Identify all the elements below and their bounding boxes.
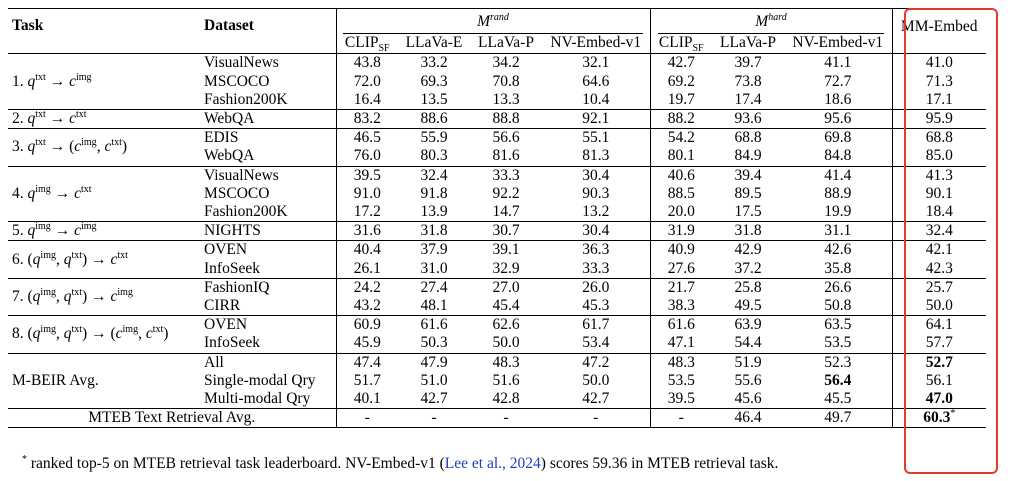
score-cell: 54.2 (650, 129, 712, 148)
score-cell: 49.7 (784, 409, 892, 428)
header-dataset: Dataset (200, 9, 336, 54)
score-cell: 48.3 (650, 353, 712, 372)
score-cell: 64.6 (582, 72, 610, 90)
header-nv-embed-rand: NV-Embed-v1 (550, 34, 642, 52)
score-cell: 27.0 (470, 278, 542, 297)
score-cell: 32.4 (398, 166, 470, 185)
score-cell: 47.4 (336, 353, 398, 372)
score-cell: 30.7 (470, 222, 542, 241)
score-cell: 51.7 (336, 372, 398, 390)
header-clip-rand: $CLIP_{SF}$ (336, 34, 398, 54)
task-label: 2. $q^{txt} \to c^{txt}$ (8, 110, 200, 129)
score-cell: 42.3 (892, 260, 986, 279)
score-cell: 73.8 (734, 72, 762, 90)
header-m-hard: $M^{hard}$ (650, 9, 892, 35)
score-cell: 32.4 (892, 222, 986, 241)
score-cell: 81.6 (492, 147, 520, 165)
score-cell: 25.8 (712, 278, 784, 297)
dataset-name: EDIS (200, 129, 336, 148)
score-cell: 42.1 (892, 241, 986, 260)
score-cell: 56.4 (824, 371, 852, 389)
task-label: 1. $q^{txt} \to c^{img}$ (8, 54, 200, 110)
score-cell: 69.3 (420, 72, 448, 90)
avg-label: M-BEIR Avg. (8, 353, 200, 409)
score-cell: 81.3 (582, 147, 610, 165)
score-cell: 51.6 (492, 371, 520, 389)
footnote: * ranked top-5 on MTEB retrieval task leaderboard. NV-Embed-v1 (Lee et al., 2024) scores 59.36 in MTEB retrieval task. (22, 453, 779, 472)
score-cell: 24.2 (336, 278, 398, 297)
dataset-name: InfoSeek (204, 334, 260, 352)
dataset-name: WebQA (200, 110, 336, 129)
results-body (8, 54, 986, 428)
dataset-name: Fashion200K (204, 90, 288, 108)
score-cell: 50.0 (582, 371, 610, 389)
score-cell: 60.3* (892, 409, 986, 428)
score-cell: 47.0 (892, 390, 986, 409)
score-cell: 27.4 (398, 278, 470, 297)
score-cell: 33.2 (398, 54, 470, 73)
score-cell: 56.1 (892, 372, 986, 390)
score-cell: 52.3 (784, 353, 892, 372)
dataset-name: Multi-modal Qry (204, 390, 311, 408)
score-cell: 35.8 (824, 259, 852, 277)
dataset-name: All (200, 353, 336, 372)
score-cell: 47.9 (398, 353, 470, 372)
table-row (8, 316, 986, 335)
score-cell: 18.6 (824, 90, 852, 108)
header-nv-embed-hard: NV-Embed-v1 (792, 34, 884, 52)
results-table (8, 8, 986, 428)
score-cell: 39.5 (336, 166, 398, 185)
score-cell: 85.0 (892, 147, 986, 166)
score-cell: 54.4 (734, 334, 762, 352)
score-cell: 55.1 (542, 129, 650, 148)
score-cell: 61.6 (398, 316, 470, 335)
score-cell: 41.0 (892, 54, 986, 73)
score-cell: 39.1 (470, 241, 542, 260)
score-cell: 43.8 (336, 54, 398, 73)
score-cell: 16.4 (336, 91, 398, 110)
score-cell: 30.4 (542, 222, 650, 241)
score-cell: 39.7 (712, 54, 784, 73)
score-cell: 47.2 (542, 353, 650, 372)
score-cell: 84.9 (734, 147, 762, 165)
dataset-name: MSCOCO (204, 184, 270, 202)
task-label: 3. $q^{txt} \to (c^{img}$, $c^{txt}$) (8, 129, 200, 166)
score-cell: 42.6 (784, 241, 892, 260)
score-cell: 17.4 (734, 90, 762, 108)
score-cell: 40.6 (650, 166, 712, 185)
table-row (8, 409, 986, 428)
score-cell: 27.6 (650, 260, 712, 279)
score-cell: 91.0 (336, 185, 398, 203)
score-cell: 10.4 (582, 90, 610, 108)
score-cell: 90.3 (582, 184, 610, 202)
score-cell: 36.3 (542, 241, 650, 260)
score-cell: 88.6 (398, 110, 470, 129)
score-cell: 61.7 (542, 316, 650, 335)
score-cell: 57.7 (892, 334, 986, 353)
score-cell: 48.1 (420, 297, 448, 315)
score-cell: 69.2 (650, 73, 712, 91)
score-cell: 88.2 (650, 110, 712, 129)
score-cell: 46.4 (712, 409, 784, 428)
score-cell: 43.2 (336, 297, 398, 316)
score-cell: 51.9 (712, 353, 784, 372)
score-cell: 53.4 (582, 334, 610, 352)
score-cell: 89.5 (734, 184, 762, 202)
score-cell: - (650, 409, 712, 428)
score-cell: 88.8 (470, 110, 542, 129)
dataset-name: FashionIQ (200, 278, 336, 297)
mteb-label: MTEB Text Retrieval Avg. (8, 409, 336, 428)
score-cell: 45.5 (824, 390, 852, 408)
score-cell: 76.0 (336, 147, 398, 166)
score-cell: 53.5 (824, 334, 852, 352)
score-cell: 39.5 (650, 390, 712, 409)
dataset-name: Fashion200K (204, 203, 288, 221)
dataset-name: MSCOCO (204, 72, 270, 90)
score-cell: 18.4 (892, 203, 986, 222)
score-cell: 31.8 (398, 222, 470, 241)
score-cell: 64.1 (892, 316, 986, 335)
score-cell: 95.9 (892, 110, 986, 129)
score-cell: 84.8 (824, 147, 852, 165)
score-cell: 69.8 (784, 129, 892, 148)
score-cell: 63.5 (784, 316, 892, 335)
score-cell: 93.6 (712, 110, 784, 129)
score-cell: 42.7 (582, 390, 610, 408)
score-cell: 38.3 (650, 297, 712, 316)
task-label: 8. ($q^{img}$, $q^{txt}) \to (c^{img}$, $c^{txt}$) (8, 316, 200, 353)
score-cell: 92.1 (542, 110, 650, 129)
score-cell: 61.6 (650, 316, 712, 335)
score-cell: 40.9 (650, 241, 712, 260)
score-cell: 80.1 (650, 147, 712, 166)
score-cell: 40.4 (336, 241, 398, 260)
score-cell: 31.0 (420, 259, 448, 277)
score-cell: 83.2 (336, 110, 398, 129)
score-cell: 51.0 (420, 371, 448, 389)
score-cell: 32.9 (492, 259, 520, 277)
score-cell: 13.5 (420, 90, 448, 108)
dataset-name: VisualNews (200, 166, 336, 185)
score-cell: 68.8 (712, 129, 784, 148)
dataset-name: Single-modal Qry (204, 371, 316, 389)
score-cell: 34.2 (470, 54, 542, 73)
score-cell: 80.3 (420, 147, 448, 165)
score-cell: 30.4 (542, 166, 650, 185)
citation-link[interactable]: Lee et al., 2024 (444, 455, 541, 472)
score-cell: 20.0 (650, 203, 712, 222)
score-cell: 50.3 (420, 334, 448, 352)
score-cell: 41.1 (784, 54, 892, 73)
header-task: Task (8, 9, 200, 54)
score-cell: 88.9 (824, 184, 852, 202)
score-cell: 92.2 (492, 184, 520, 202)
header-llava-p-hard: LLaVa-P (720, 34, 776, 52)
score-cell: 88.5 (650, 185, 712, 203)
score-cell: 14.7 (492, 203, 520, 221)
score-cell: 31.8 (712, 222, 784, 241)
score-cell: 40.1 (336, 390, 398, 409)
score-cell: 71.3 (892, 73, 986, 91)
score-cell: 37.9 (398, 241, 470, 260)
score-cell: 26.6 (784, 278, 892, 297)
score-cell: 62.6 (470, 316, 542, 335)
score-cell: 42.8 (492, 390, 520, 408)
dataset-name: NIGHTS (200, 222, 336, 241)
score-cell: 19.7 (650, 91, 712, 110)
score-cell: 31.9 (650, 222, 712, 241)
score-cell: 33.3 (470, 166, 542, 185)
score-cell: 42.7 (650, 54, 712, 73)
score-cell: 21.7 (650, 278, 712, 297)
task-label: 5. $q^{img} \to c^{img}$ (8, 222, 200, 241)
table-row (8, 166, 986, 185)
score-cell: 91.8 (420, 184, 448, 202)
score-cell: 50.0 (492, 334, 520, 352)
score-cell: - (470, 409, 542, 428)
score-cell: 45.6 (734, 390, 762, 408)
score-cell: 52.7 (892, 353, 986, 372)
score-cell: 63.9 (712, 316, 784, 335)
table-row (8, 222, 986, 241)
score-cell: 33.3 (582, 259, 610, 277)
score-cell: 53.5 (650, 372, 712, 390)
score-cell: 60.9 (336, 316, 398, 335)
score-cell: 13.3 (492, 90, 520, 108)
score-cell: 95.6 (784, 110, 892, 129)
score-cell: 47.1 (650, 334, 712, 353)
score-cell: - (398, 409, 470, 428)
score-cell: 48.3 (470, 353, 542, 372)
score-cell: 46.5 (336, 129, 398, 148)
score-cell: 50.0 (892, 297, 986, 316)
task-label: 4. $q^{img} \to c^{txt}$ (8, 166, 200, 222)
header-clip-hard: $CLIP_{SF}$ (650, 34, 712, 54)
table-row (8, 129, 986, 148)
score-cell: 17.2 (336, 203, 398, 222)
dataset-name: OVEN (200, 316, 336, 335)
header-m-rand: $M^{rand}$ (336, 9, 650, 35)
score-cell: 72.7 (824, 72, 852, 90)
score-cell: 55.9 (398, 129, 470, 148)
score-cell: 49.5 (734, 297, 762, 315)
score-cell: - (542, 409, 650, 428)
score-cell: 55.6 (734, 371, 762, 389)
score-cell: 45.4 (492, 297, 520, 315)
score-cell: 56.6 (470, 129, 542, 148)
task-label: 6. ($q^{img}$, $q^{txt}) \to c^{txt}$ (8, 241, 200, 278)
table-row (8, 241, 986, 260)
dataset-name: OVEN (200, 241, 336, 260)
score-cell: 90.1 (892, 185, 986, 203)
score-cell: 68.8 (892, 129, 986, 148)
score-cell: 41.3 (892, 166, 986, 185)
score-cell: 42.7 (420, 390, 448, 408)
dataset-name: VisualNews (200, 54, 336, 73)
table-row (8, 278, 986, 297)
dataset-name: WebQA (204, 147, 255, 165)
dataset-name: CIRR (204, 297, 241, 315)
header-mm-embed: MM-Embed (892, 9, 986, 54)
score-cell: 26.0 (542, 278, 650, 297)
header-llava-p-rand: LLaVa-P (478, 34, 534, 52)
score-cell: 37.2 (734, 259, 762, 277)
task-label: 7. ($q^{img}$, $q^{txt}) \to c^{img}$ (8, 278, 200, 315)
score-cell: 41.4 (784, 166, 892, 185)
score-cell: 45.3 (582, 297, 610, 315)
score-cell: 13.2 (582, 203, 610, 221)
score-cell: 19.9 (824, 203, 852, 221)
score-cell: 17.5 (734, 203, 762, 221)
header-llava-e: LLaVa-E (405, 34, 463, 52)
score-cell: 50.8 (824, 297, 852, 315)
score-cell: 32.1 (542, 54, 650, 73)
score-cell: 17.1 (892, 91, 986, 110)
score-cell: 31.1 (784, 222, 892, 241)
score-cell: 72.0 (336, 73, 398, 91)
score-cell: 25.7 (892, 278, 986, 297)
table-row (8, 54, 986, 73)
score-cell: 45.9 (336, 334, 398, 353)
score-cell: 42.9 (712, 241, 784, 260)
score-cell: - (336, 409, 398, 428)
table-row (8, 353, 986, 372)
score-cell: 31.6 (336, 222, 398, 241)
table-row (8, 110, 986, 129)
score-cell: 70.8 (492, 72, 520, 90)
score-cell: 39.4 (712, 166, 784, 185)
dataset-name: InfoSeek (204, 259, 260, 277)
score-cell: 13.9 (420, 203, 448, 221)
score-cell: 26.1 (336, 260, 398, 279)
